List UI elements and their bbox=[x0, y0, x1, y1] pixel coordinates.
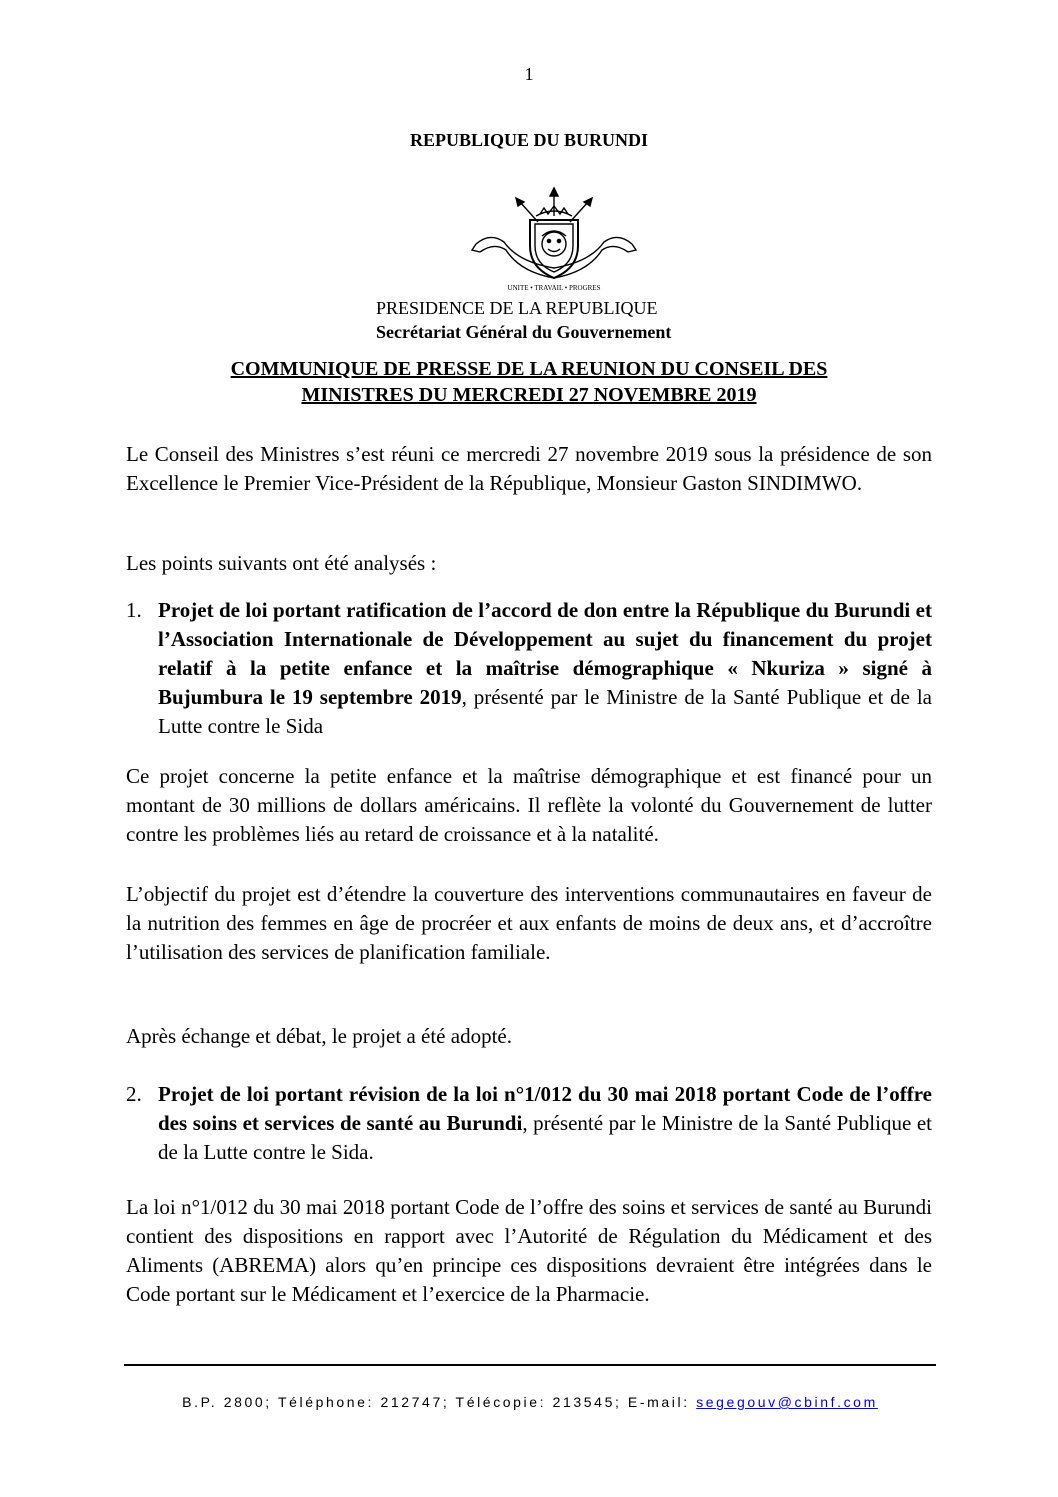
item-presenter: , présenté par le Ministre de la Santé Publique et de la Lutte contre le Sida. bbox=[158, 1111, 932, 1164]
agenda-item-2 bbox=[126, 1080, 932, 1167]
item-number: 1. bbox=[126, 598, 142, 622]
item-presenter: , présenté par le Ministre de la Santé Publique et de la Lutte contre le Sida bbox=[158, 685, 932, 738]
item1-paragraph-2: L’objectif du projet est d’étendre la couverture des interventions communautaires en faveur de la nutrition des femmes en âge de procréer et aux enfants de moins de deux ans, et d’accroître l’utilisation des services de planification familiale. bbox=[126, 882, 932, 964]
item2-paragraph-1: La loi n°1/012 du 30 mai 2018 portant Code de l’offre des soins et services de santé au Burundi contient des dispositions en rapport avec l’Autorité de Régulation du Médicament et des Aliments (ABREMA) alors qu’en principe ces dispositions devraient être intégrées dans le Code portant sur le Médicament et l’exercice de la Pharmacie. bbox=[126, 1195, 932, 1306]
footer-divider bbox=[124, 1364, 936, 1366]
intro-paragraph: Le Conseil des Ministres s’est réuni ce mercredi 27 novembre 2019 sous la présidence de son Excellence le Premier Vice-Président de la République, Monsieur Gaston SINDIMWO. bbox=[126, 442, 932, 495]
item-number: 2. bbox=[126, 1082, 142, 1106]
agenda-item-1 bbox=[126, 596, 932, 741]
country-heading: REPUBLIQUE DU BURUNDI bbox=[409, 130, 649, 150]
footer-contact bbox=[124, 1394, 936, 1410]
secretariat-label: Secrétariat Général du Gouvernement bbox=[376, 322, 672, 342]
document-title bbox=[0, 356, 1058, 408]
title-line-2: MINISTRES DU MERCREDI 27 NOVEMBRE 2019 bbox=[301, 384, 757, 406]
issuer-block bbox=[376, 296, 671, 344]
coat-of-arms-emblem bbox=[470, 186, 638, 298]
page-number: 1 bbox=[524, 64, 534, 84]
footer-email-link[interactable]: segegouv@cbinf.com bbox=[696, 1394, 878, 1410]
item-title: Projet de loi portant révision de la loi n°1/012 du 30 mai 2018 portant Code de l’offre des soins et services de santé au Burundi bbox=[158, 1082, 932, 1135]
points-intro: Les points suivants ont été analysés : bbox=[126, 551, 437, 575]
item1-paragraph-1: Ce projet concerne la petite enfance et la maîtrise démographique et est financé pour un montant de 30 millions de dollars américains. Il reflète la volonté du Gouvernement de lutter contre les problèmes liés au retard de croissance et à la natalité. bbox=[126, 764, 932, 846]
item1-paragraph-3: Après échange et débat, le projet a été adopté. bbox=[126, 1024, 512, 1048]
item-title: Projet de loi portant ratification de l’accord de don entre la République du Burundi et l’Association Internationale de Développement au sujet du financement du projet relatif à la petite enfance et la maîtrise démographique « Nkuriza » signé à Bujumbura le 19 septembre 2019 bbox=[158, 598, 932, 709]
presidency-label: PRESIDENCE DE LA REPUBLIQUE bbox=[376, 298, 658, 318]
title-line-1: COMMUNIQUE DE PRESSE DE LA REUNION DU CONSEIL DES bbox=[230, 358, 828, 380]
emblem-motto: UNITE • TRAVAIL • PROGRES bbox=[507, 284, 601, 292]
footer-contact-text: B.P. 2800; Téléphone: 212747; Télécopie: 213545; E-mail: bbox=[182, 1394, 697, 1410]
